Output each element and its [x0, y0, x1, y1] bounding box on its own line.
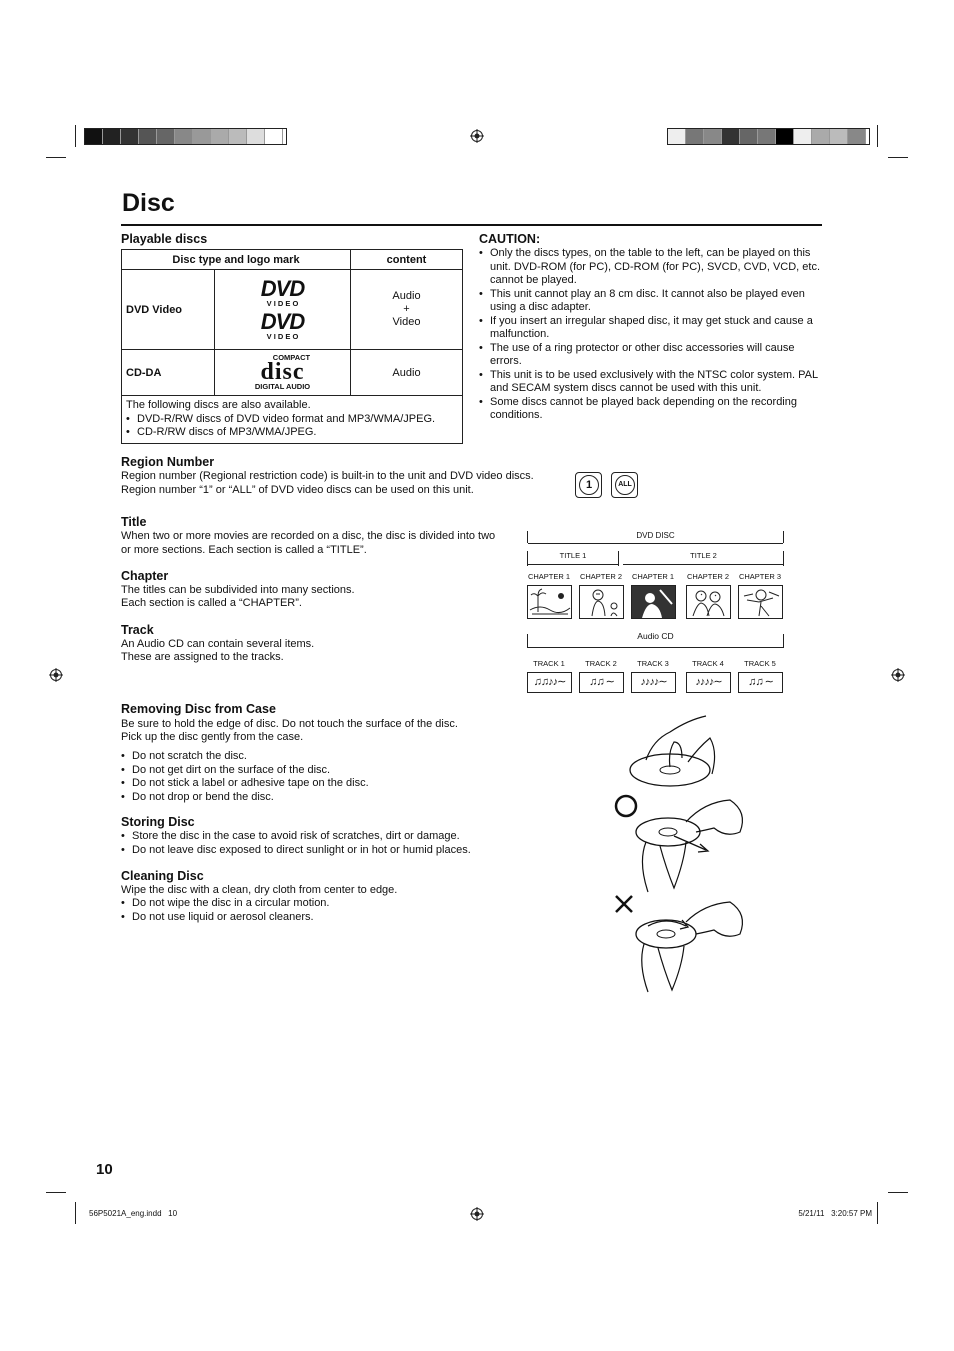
cleaning-heading: Cleaning Disc: [121, 869, 204, 883]
chapter-label: CHAPTER 1: [631, 572, 675, 581]
region-all-icon: ALL: [611, 472, 638, 498]
title-2-label: TITLE 2: [690, 551, 717, 560]
chapter-thumbnail: [579, 585, 624, 619]
crop-mark: [877, 125, 878, 147]
table-row: [122, 270, 463, 350]
track-label: TRACK 2: [585, 659, 617, 668]
footer-file: 56P5021A_eng.indd 10: [89, 1209, 178, 1218]
removing-list: [121, 750, 541, 804]
title-line: When two or more movies are recorded on a disc, the disc is divided into two: [121, 530, 496, 542]
crop-mark: [75, 125, 76, 147]
disc-table: [121, 249, 463, 444]
list-item: • Store the disc in the case to avoid risk of scratches, dirt or damage.: [121, 830, 541, 844]
disc-content: [351, 270, 463, 350]
list-item: • Do not scratch the disc.: [121, 750, 541, 764]
list-item: • Do not leave disc exposed to direct sunlight or in hot or humid places.: [121, 844, 541, 858]
crop-mark: [46, 157, 66, 158]
disc-handling-illustration: [608, 712, 758, 997]
disc-content: Audio: [351, 350, 463, 396]
table-note-list: [126, 413, 458, 440]
track-notes: ♪♪♪♪∼: [686, 672, 731, 693]
dvd-logo-text: DVD: [260, 275, 305, 301]
track-line: These are assigned to the tracks.: [121, 651, 284, 663]
page-title: Disc: [122, 189, 175, 217]
cd-logo-bottom: DIGITAL AUDIO: [254, 382, 311, 391]
registration-bar-left: [84, 128, 287, 145]
list-item: • Do not wipe the disc in a circular motion.: [121, 897, 541, 911]
cleaning-list: [121, 897, 541, 924]
crop-mark: [46, 1192, 66, 1193]
caution-list: [479, 247, 824, 423]
audio-cd-arrow: [528, 647, 783, 648]
table-header-content: content: [351, 250, 463, 270]
list-item: • DVD-R/RW discs of DVD video format and MP3/WMA/JPEG.: [126, 413, 458, 427]
cd-logo-mid: disc: [260, 359, 305, 385]
table-header-type: Disc type and logo mark: [122, 250, 351, 270]
disc-type: CD-DA: [122, 350, 215, 396]
list-item: • Do not stick a label or adhesive tape on the disc.: [121, 777, 541, 791]
chapter-label: CHAPTER 2: [579, 572, 623, 581]
dvd-logo: [215, 270, 351, 350]
registration-target-icon: [470, 129, 484, 143]
region-1-icon: 1: [575, 472, 602, 498]
dvd-disc-arrow: [528, 543, 783, 544]
cd-logo-top: COMPACT: [272, 353, 311, 362]
track-label: TRACK 5: [744, 659, 776, 668]
dvd-logo-sub: V I D E O: [266, 298, 299, 308]
title-rule: [121, 224, 822, 226]
storing-heading: Storing Disc: [121, 815, 195, 829]
list-item: • Do not get dirt on the surface of the disc.: [121, 764, 541, 778]
track-label: TRACK 4: [692, 659, 724, 668]
title-heading: Title: [121, 515, 147, 529]
track-line: An Audio CD can contain several items.: [121, 638, 315, 650]
track-notes: ♫♫ ∼: [579, 672, 624, 693]
dvd-disc-label: DVD DISC: [636, 531, 675, 540]
track-notes: ♫♫♪♪∼: [527, 672, 572, 693]
removing-line: Be sure to hold the edge of disc. Do not touch the surface of the disc.: [121, 718, 458, 730]
removing-heading: Removing Disc from Case: [121, 702, 276, 716]
list-item: • This unit is to be used exclusively with the NTSC color system. PAL and SECAM system discs cannot be used with this unit.: [479, 369, 824, 396]
region-heading: Region Number: [121, 455, 215, 469]
playable-heading: Playable discs: [121, 232, 208, 246]
crop-mark: [888, 1192, 908, 1193]
chapter-label: CHAPTER 1: [527, 572, 571, 581]
track-label: TRACK 3: [637, 659, 669, 668]
list-item: • The use of a ring protector or other disc accessories will cause errors.: [479, 342, 824, 369]
registration-target-icon: [49, 668, 63, 682]
table-row: [122, 350, 463, 396]
list-item: • Do not drop or bend the disc.: [121, 791, 541, 805]
chapter-thumbnail: [527, 585, 572, 619]
content-line: Video: [392, 316, 421, 328]
chapter-thumbnail: [738, 585, 783, 619]
chapter-thumbnail: [631, 585, 676, 619]
list-item: • If you insert an irregular shaped disc, it may get stuck and cause a malfunction.: [479, 315, 824, 342]
cd-logo: [215, 350, 351, 396]
chapter-thumbnail: [686, 585, 731, 619]
chapter-label: CHAPTER 2: [686, 572, 730, 581]
list-item: • CD-R/RW discs of MP3/WMA/JPEG.: [126, 426, 458, 440]
list-item: • This unit cannot play an 8 cm disc. It cannot also be played even using a disc adapter.: [479, 288, 824, 315]
title-line: or more sections. Each section is called a “TITLE”.: [121, 544, 367, 556]
track-heading: Track: [121, 623, 154, 637]
track-label: TRACK 1: [533, 659, 565, 668]
title-2-arrow: [623, 564, 783, 565]
registration-target-icon: [470, 1207, 484, 1221]
chapter-line: The titles can be subdivided into many sections.: [121, 584, 355, 596]
chapter-heading: Chapter: [121, 569, 169, 583]
chapter-label: CHAPTER 3: [738, 572, 782, 581]
audio-cd-label: Audio CD: [637, 631, 674, 641]
footer-date: 5/21/11 3:20:57 PM: [798, 1209, 872, 1218]
registration-bar-right: [667, 128, 870, 145]
crop-mark: [75, 1202, 76, 1224]
cleaning-line: Wipe the disc with a clean, dry cloth from center to edge.: [121, 884, 398, 896]
crop-mark: [877, 1202, 878, 1224]
list-item: • Some discs cannot be played back depending on the recording conditions.: [479, 396, 824, 423]
list-item: • Do not use liquid or aerosol cleaners.: [121, 911, 541, 925]
caution-heading: CAUTION:: [479, 232, 541, 246]
content-line: Audio: [392, 290, 421, 302]
removing-line: Pick up the disc gently from the case.: [121, 731, 304, 743]
crop-mark: [888, 157, 908, 158]
track-notes: ♪♪♪♪∼: [631, 672, 676, 693]
page-number: 10: [96, 1161, 113, 1178]
title-1-label: TITLE 1: [559, 551, 587, 560]
storing-list: [121, 830, 541, 857]
dvd-logo-text: DVD: [260, 308, 305, 334]
region-line: Region number “1” or “ALL” of DVD video discs can be used on this unit.: [121, 484, 474, 496]
track-notes: ♫♫ ∼: [738, 672, 783, 693]
content-line: +: [403, 303, 410, 315]
chapter-line: Each section is called a “CHAPTER”.: [121, 597, 302, 609]
title-1-arrow: [528, 564, 618, 565]
region-line: Region number (Regional restriction code) is built-in to the unit and DVD video discs.: [121, 470, 534, 482]
table-note: The following discs are also available.: [126, 399, 311, 411]
disc-type: DVD Video: [122, 270, 215, 350]
dvd-logo-sub: V I D E O: [266, 331, 299, 341]
registration-target-icon: [891, 668, 905, 682]
list-item: • Only the discs types, on the table to the left, can be played on this unit. DVD-ROM (for PC), CD-ROM (for PC), SVCD, CVD, VCD, etc. cannot be played.: [479, 247, 824, 288]
table-note-row: [122, 396, 463, 444]
